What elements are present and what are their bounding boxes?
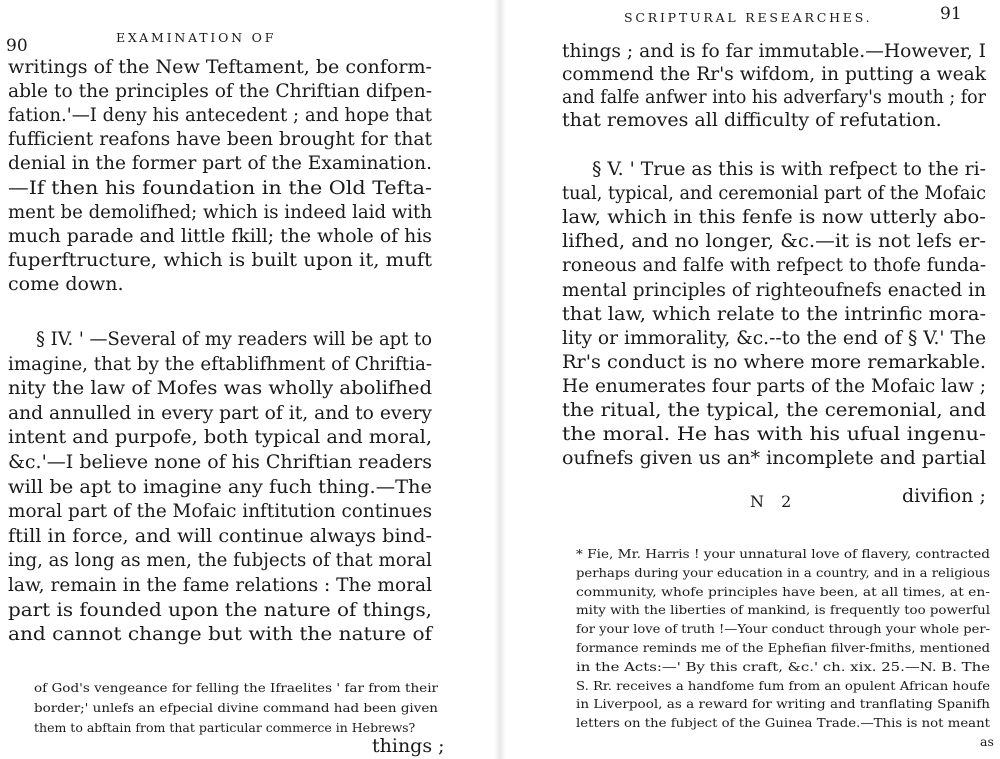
text-line: law, which in this fenfe is now utterly abo- xyxy=(562,206,986,228)
text-line: moral part of the Mofaic inftitution continues xyxy=(8,500,433,522)
footnote-line: formance reminds me of the Ephefian filver-fmiths, mentioned xyxy=(576,640,990,655)
catchword: things ; xyxy=(372,735,445,757)
footnote-line: perhaps during your education in a country, and in a religious xyxy=(576,565,991,580)
text-line: able to the principles of the Chriftian difpen- xyxy=(8,80,433,102)
catchword: divifion ; xyxy=(902,485,986,507)
footnote-line: border;' unlefs an efpecial divine command had been given xyxy=(34,700,438,715)
text-line: writings of the New Teftament, be conform- xyxy=(8,56,433,78)
text-line: fufficient reafons have been brought for that xyxy=(8,128,433,150)
running-head: SCRIPTURAL RESEARCHES. xyxy=(624,10,873,25)
text-line: § V. ' True as this is with refpect to the ri- xyxy=(592,158,987,180)
footnote-line: them to abftain from that particular commerce in Hebrews? xyxy=(34,720,416,735)
text-line: ing, as long as men, the fubjects of that moral xyxy=(8,549,432,571)
text-line: nity the law of Mofes was wholly abolifhed xyxy=(8,377,433,399)
text-line: the ritual, the typical, the ceremonial, and xyxy=(562,399,987,421)
text-line: Rr's conduct is no where more remarkable. xyxy=(562,351,987,373)
right-page xyxy=(500,0,1000,759)
text-line: § IV. ' —Several of my readers will be apt to xyxy=(36,328,432,350)
text-line: part is founded upon the nature of things, xyxy=(8,599,433,621)
footnote-line: community, whofe principles have been, at all times, at en- xyxy=(576,584,990,599)
footnote-line: mity with the liberties of mankind, is frequently too powerful xyxy=(576,602,990,617)
text-line: much parade and little fkill; the whole of his xyxy=(8,225,432,247)
text-line: —If then his foundation in the Old Tefta- xyxy=(8,177,433,199)
text-line: &c.'—I believe none of his Chriftian readers xyxy=(8,451,433,473)
footnote-line: of God's vengeance for felling the Ifraelites ' far from their xyxy=(34,680,439,695)
text-line: that law, which relate to the intrinfic mora- xyxy=(562,303,986,325)
text-line: and annulled in every part of it, and to every xyxy=(8,402,432,424)
text-line: roneous and falfe with refpect to thofe funda- xyxy=(562,254,987,276)
text-line: and cannot change but with the nature of xyxy=(8,623,432,645)
text-line: ftill in force, and will continue always bind- xyxy=(8,525,432,547)
text-line: law, remain in the fame relations : The moral xyxy=(8,574,433,596)
footnote-line: in Liverpool, as a reward for writing and tranflating Spanifh xyxy=(576,696,990,711)
footnote-line: for your love of truth !—Your conduct through your whole per- xyxy=(576,621,991,636)
footnote-line: letters on the fubject of the Guinea Trade.—This is not meant xyxy=(576,715,990,730)
footnote-line: S. Rr. receives a handfome fum from an opulent African houfe xyxy=(576,678,991,693)
text-line: lifhed, and no longer, &c.—it is not lefs er- xyxy=(562,230,987,252)
page-number: 91 xyxy=(940,4,962,24)
text-line: intent and purpofe, both typical and moral, xyxy=(8,426,433,448)
text-line: ment be demolifhed; which is indeed laid with xyxy=(8,201,432,223)
footnote-catchword: as xyxy=(980,734,994,749)
text-line: tual, typical, and ceremonial part of the Mofaic xyxy=(562,182,986,204)
footnote-line: * Fie, Mr. Harris ! your unnatural love of flavery, contracted xyxy=(576,546,990,561)
text-line: the moral. He has with his ufual ingenu- xyxy=(562,423,986,445)
footnote-line: in the Acts:—' By this craft, &c.' ch. xix. 25.—N. B. The xyxy=(576,659,991,674)
text-line: lity or immorality, &c.--to the end of § V.' The xyxy=(562,327,986,349)
text-line: fuperftructure, which is built upon it, muft xyxy=(8,249,433,271)
text-line: will be apt to imagine any fuch thing.—The xyxy=(8,476,432,498)
text-line: oufnefs given us an* incomplete and partial xyxy=(562,447,987,469)
text-line: things ; and is fo far immutable.—However, I xyxy=(562,40,987,62)
text-line: that removes all difficulty of refutation. xyxy=(562,109,942,131)
text-line: and falfe anfwer into his adverfary's mouth ; for xyxy=(562,86,986,108)
signature-mark: N 2 xyxy=(750,492,798,511)
running-head: EXAMINATION OF xyxy=(116,30,277,45)
page-number: 90 xyxy=(6,36,28,56)
text-line: mental principles of righteoufnefs enacted in xyxy=(562,279,987,301)
text-line: fation.'—I deny his antecedent ; and hope that xyxy=(8,104,432,126)
text-line: commend the Rr's wifdom, in putting a weak xyxy=(562,63,986,85)
text-line: He enumerates four parts of the Mofaic law ; xyxy=(562,375,986,397)
text-line: imagine, that by the eftablifhment of Chriftia- xyxy=(8,353,433,375)
text-line: come down. xyxy=(8,273,124,295)
text-line: denial in the former part of the Examination. xyxy=(8,152,432,174)
